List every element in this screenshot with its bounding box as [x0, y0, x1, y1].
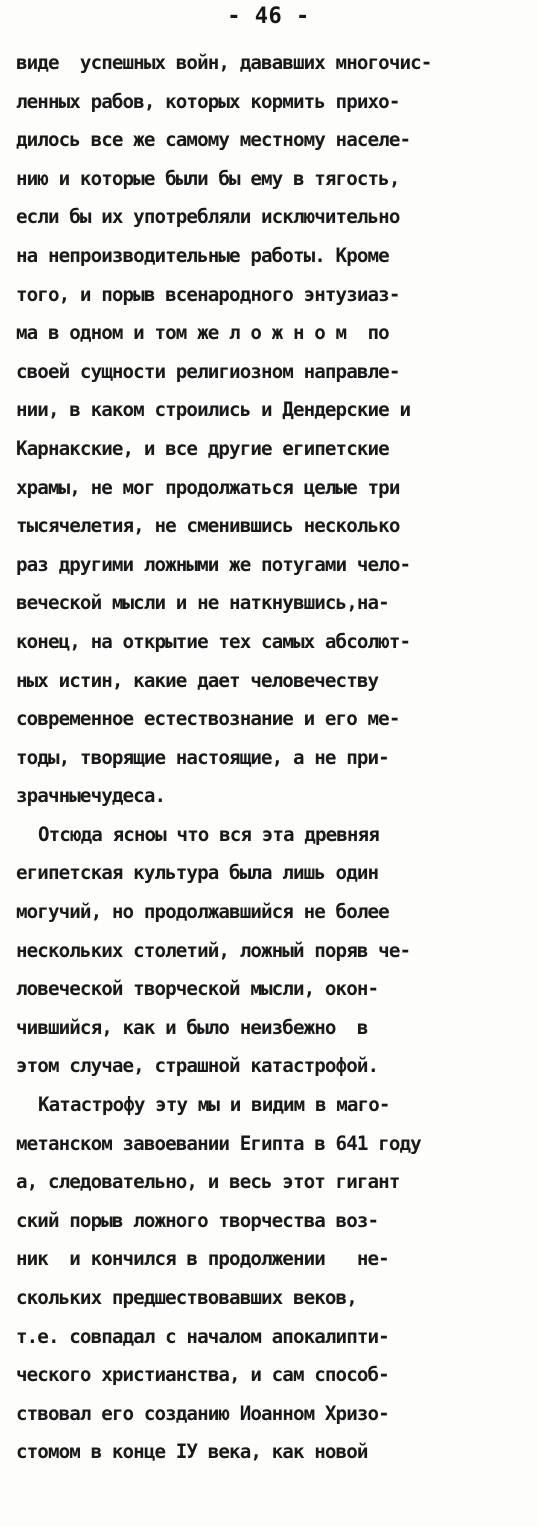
text-line: могучий, но продолжавшийся не более [16, 900, 389, 924]
text-line: египетская культура была лишь один [16, 861, 379, 885]
text-line: а, следовательно, и весь этот гигант [16, 1170, 400, 1194]
text-line: своей сущности религиозном направле- [16, 359, 400, 383]
text-line: ных истин, какие дает человечеству [16, 668, 379, 692]
text-line: ский порыв ложного творчества воз- [16, 1208, 379, 1232]
paragraph-3 [16, 1086, 526, 1472]
text-line: ствовал его созданию Иоанном Хризо- [16, 1401, 389, 1425]
text-line: метанском завоевании Египта в 641 году [16, 1131, 421, 1155]
text-line: ческого христианства, и сам способ- [16, 1363, 389, 1387]
text-line: раз другими ложными же потугами чело- [16, 552, 411, 576]
text-line: веческой мысли и не наткнувшись,на- [16, 591, 389, 615]
text-line: чившийся, как и было неизбежно в [16, 1015, 368, 1039]
text-line: дилось все же самому местному населе- [16, 128, 411, 152]
text-line: т.е. совпадал с началом апокалипти- [16, 1324, 389, 1348]
text-line: того, и порыв всенародного энтузиаз- [16, 282, 400, 306]
paragraph-1 [16, 44, 526, 816]
text-line: стомом в конце IУ века, как новой [16, 1440, 368, 1464]
text-line: на непроизводительные работы. Кроме [16, 243, 389, 267]
text-line: современное естествознание и его ме- [16, 707, 400, 731]
text-line: Карнакские, и все другие египетские [16, 436, 389, 460]
text-line: конец, на открытие тех самых абсолют- [16, 629, 411, 653]
text-line: виде успешных войн, дававших многочис- [16, 51, 432, 74]
text-line: этом случае, страшной катастрофой. [16, 1054, 379, 1078]
text-line: храмы, не мог продолжаться целые три [16, 475, 400, 499]
body-text [16, 44, 526, 1472]
text-line: скольких предшествовавших веков, [16, 1286, 357, 1309]
text-line: нии, в каком строились и Дендерские и [16, 398, 411, 422]
text-line: зрачныечудеса. [16, 784, 166, 808]
paragraph-2 [16, 816, 526, 1086]
text-line: Отсюда ясноы что вся эта древняя [38, 822, 379, 846]
text-line: ленных рабов, которых кормить прихо- [16, 89, 400, 113]
text-line: нескольких столетий, ложный поряв че- [16, 938, 411, 962]
text-line: тоды, творящие настоящие, а не при- [16, 745, 389, 769]
text-line: тысячелетия, не сменившись несколько [16, 514, 400, 538]
text-line: нию и которые были бы ему в тягость, [16, 166, 400, 190]
text-line: Катастрофу эту мы и видим в маго- [38, 1093, 390, 1117]
page-number: - 46 - [227, 4, 310, 29]
text-line: ник и кончился в продолжении не- [16, 1247, 389, 1271]
text-line: ма в одном и том же л о ж н о м по [16, 321, 389, 345]
text-line: ловеческой творческой мысли, окон- [16, 977, 379, 1001]
text-line: если бы их употребляли исключительно [16, 205, 400, 229]
